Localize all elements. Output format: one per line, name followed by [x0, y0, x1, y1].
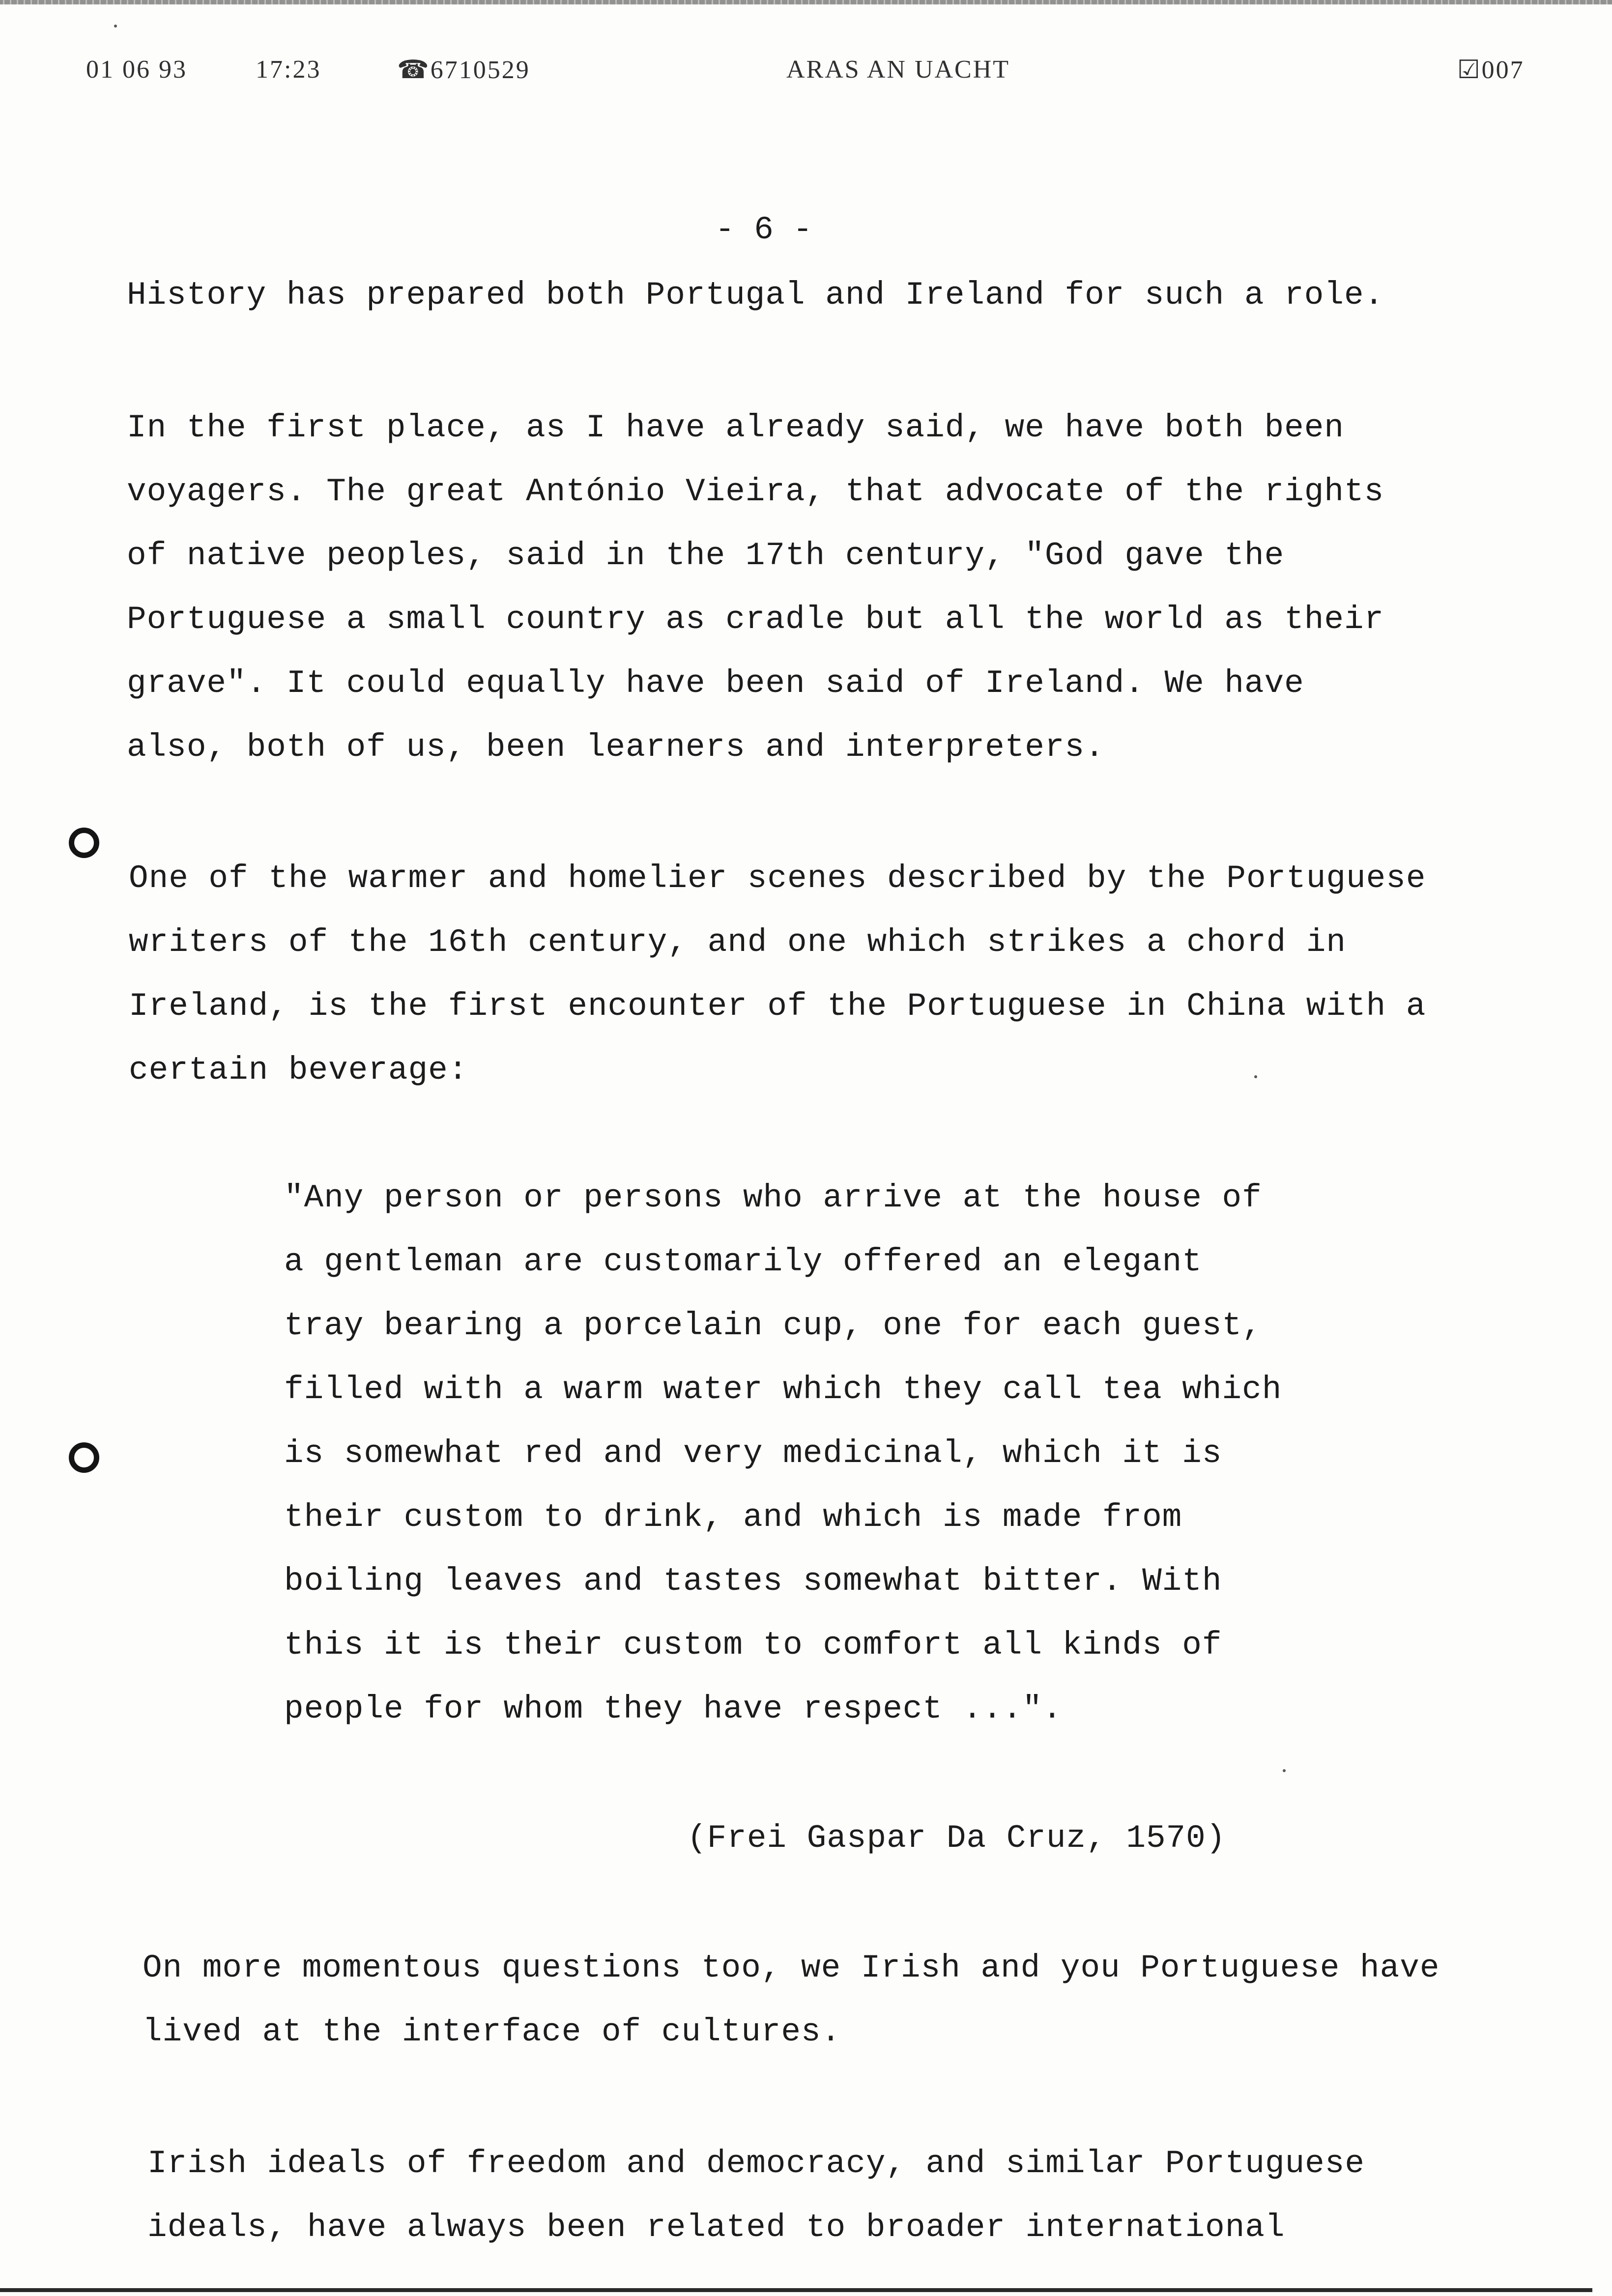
scan-speck: [1283, 1769, 1286, 1772]
body-line: also, both of us, been learners and interpreters.: [127, 729, 1105, 766]
scan-speck: [1254, 1075, 1257, 1078]
body-line: Irish ideals of freedom and democracy, and similar Portuguese: [147, 2145, 1365, 2182]
body-line: On more momentous questions too, we Irish and you Portuguese have: [143, 1950, 1440, 1986]
fax-bottom-edge: [0, 2288, 1592, 2292]
punch-hole-icon: [69, 1442, 99, 1473]
fax-time: 17:23: [256, 56, 321, 84]
fax-date: 01 06 93: [86, 56, 187, 84]
body-line: One of the warmer and homelier scenes described by the Portuguese: [129, 860, 1426, 897]
punch-hole-icon: [69, 828, 99, 858]
body-line: Ireland, is the first encounter of the Portuguese in China with a: [129, 988, 1426, 1025]
quote-line: this it is their custom to comfort all kinds of: [284, 1627, 1222, 1664]
body-line: In the first place, as I have already said, we have both been: [127, 409, 1344, 446]
body-line: grave". It could equally have been said of Ireland. We have: [127, 665, 1304, 702]
quote-line: a gentleman are customarily offered an elegant: [284, 1243, 1202, 1280]
quote-line: boiling leaves and tastes somewhat bitter. With: [284, 1563, 1222, 1600]
quote-line: people for whom they have respect ...".: [284, 1691, 1063, 1727]
quote-line: tray bearing a porcelain cup, one for each guest,: [284, 1307, 1262, 1344]
body-line: certain beverage:: [129, 1052, 468, 1089]
fax-page-code: ☑007: [1457, 56, 1525, 84]
fax-top-edge: [0, 0, 1612, 4]
body-line: voyagers. The great António Vieira, that advocate of the rights: [127, 473, 1384, 510]
quote-attribution: (Frei Gaspar Da Cruz, 1570): [687, 1820, 1226, 1857]
fax-sender-organization: ARAS AN UACHT: [786, 56, 1010, 84]
body-line: ideals, have always been related to broader international: [147, 2209, 1285, 2246]
quote-line: "Any person or persons who arrive at the house of: [284, 1179, 1262, 1216]
body-line: of native peoples, said in the 17th century, "God gave the: [127, 537, 1285, 574]
body-line: writers of the 16th century, and one which strikes a chord in: [129, 924, 1346, 961]
scan-speck: [114, 25, 117, 28]
page-number: - 6 -: [715, 211, 813, 248]
body-line: Portuguese a small country as cradle but all the world as their: [127, 601, 1384, 638]
body-line: History has prepared both Portugal and Ireland for such a role.: [127, 277, 1384, 314]
body-line: lived at the interface of cultures.: [143, 2013, 841, 2050]
quote-line: their custom to drink, and which is made from: [284, 1499, 1182, 1536]
fax-phone-number: ☎6710529: [397, 56, 530, 84]
quote-line: is somewhat red and very medicinal, which it is: [284, 1435, 1222, 1472]
fax-header: [0, 55, 1612, 94]
quote-line: filled with a warm water which they call tea which: [284, 1371, 1282, 1408]
